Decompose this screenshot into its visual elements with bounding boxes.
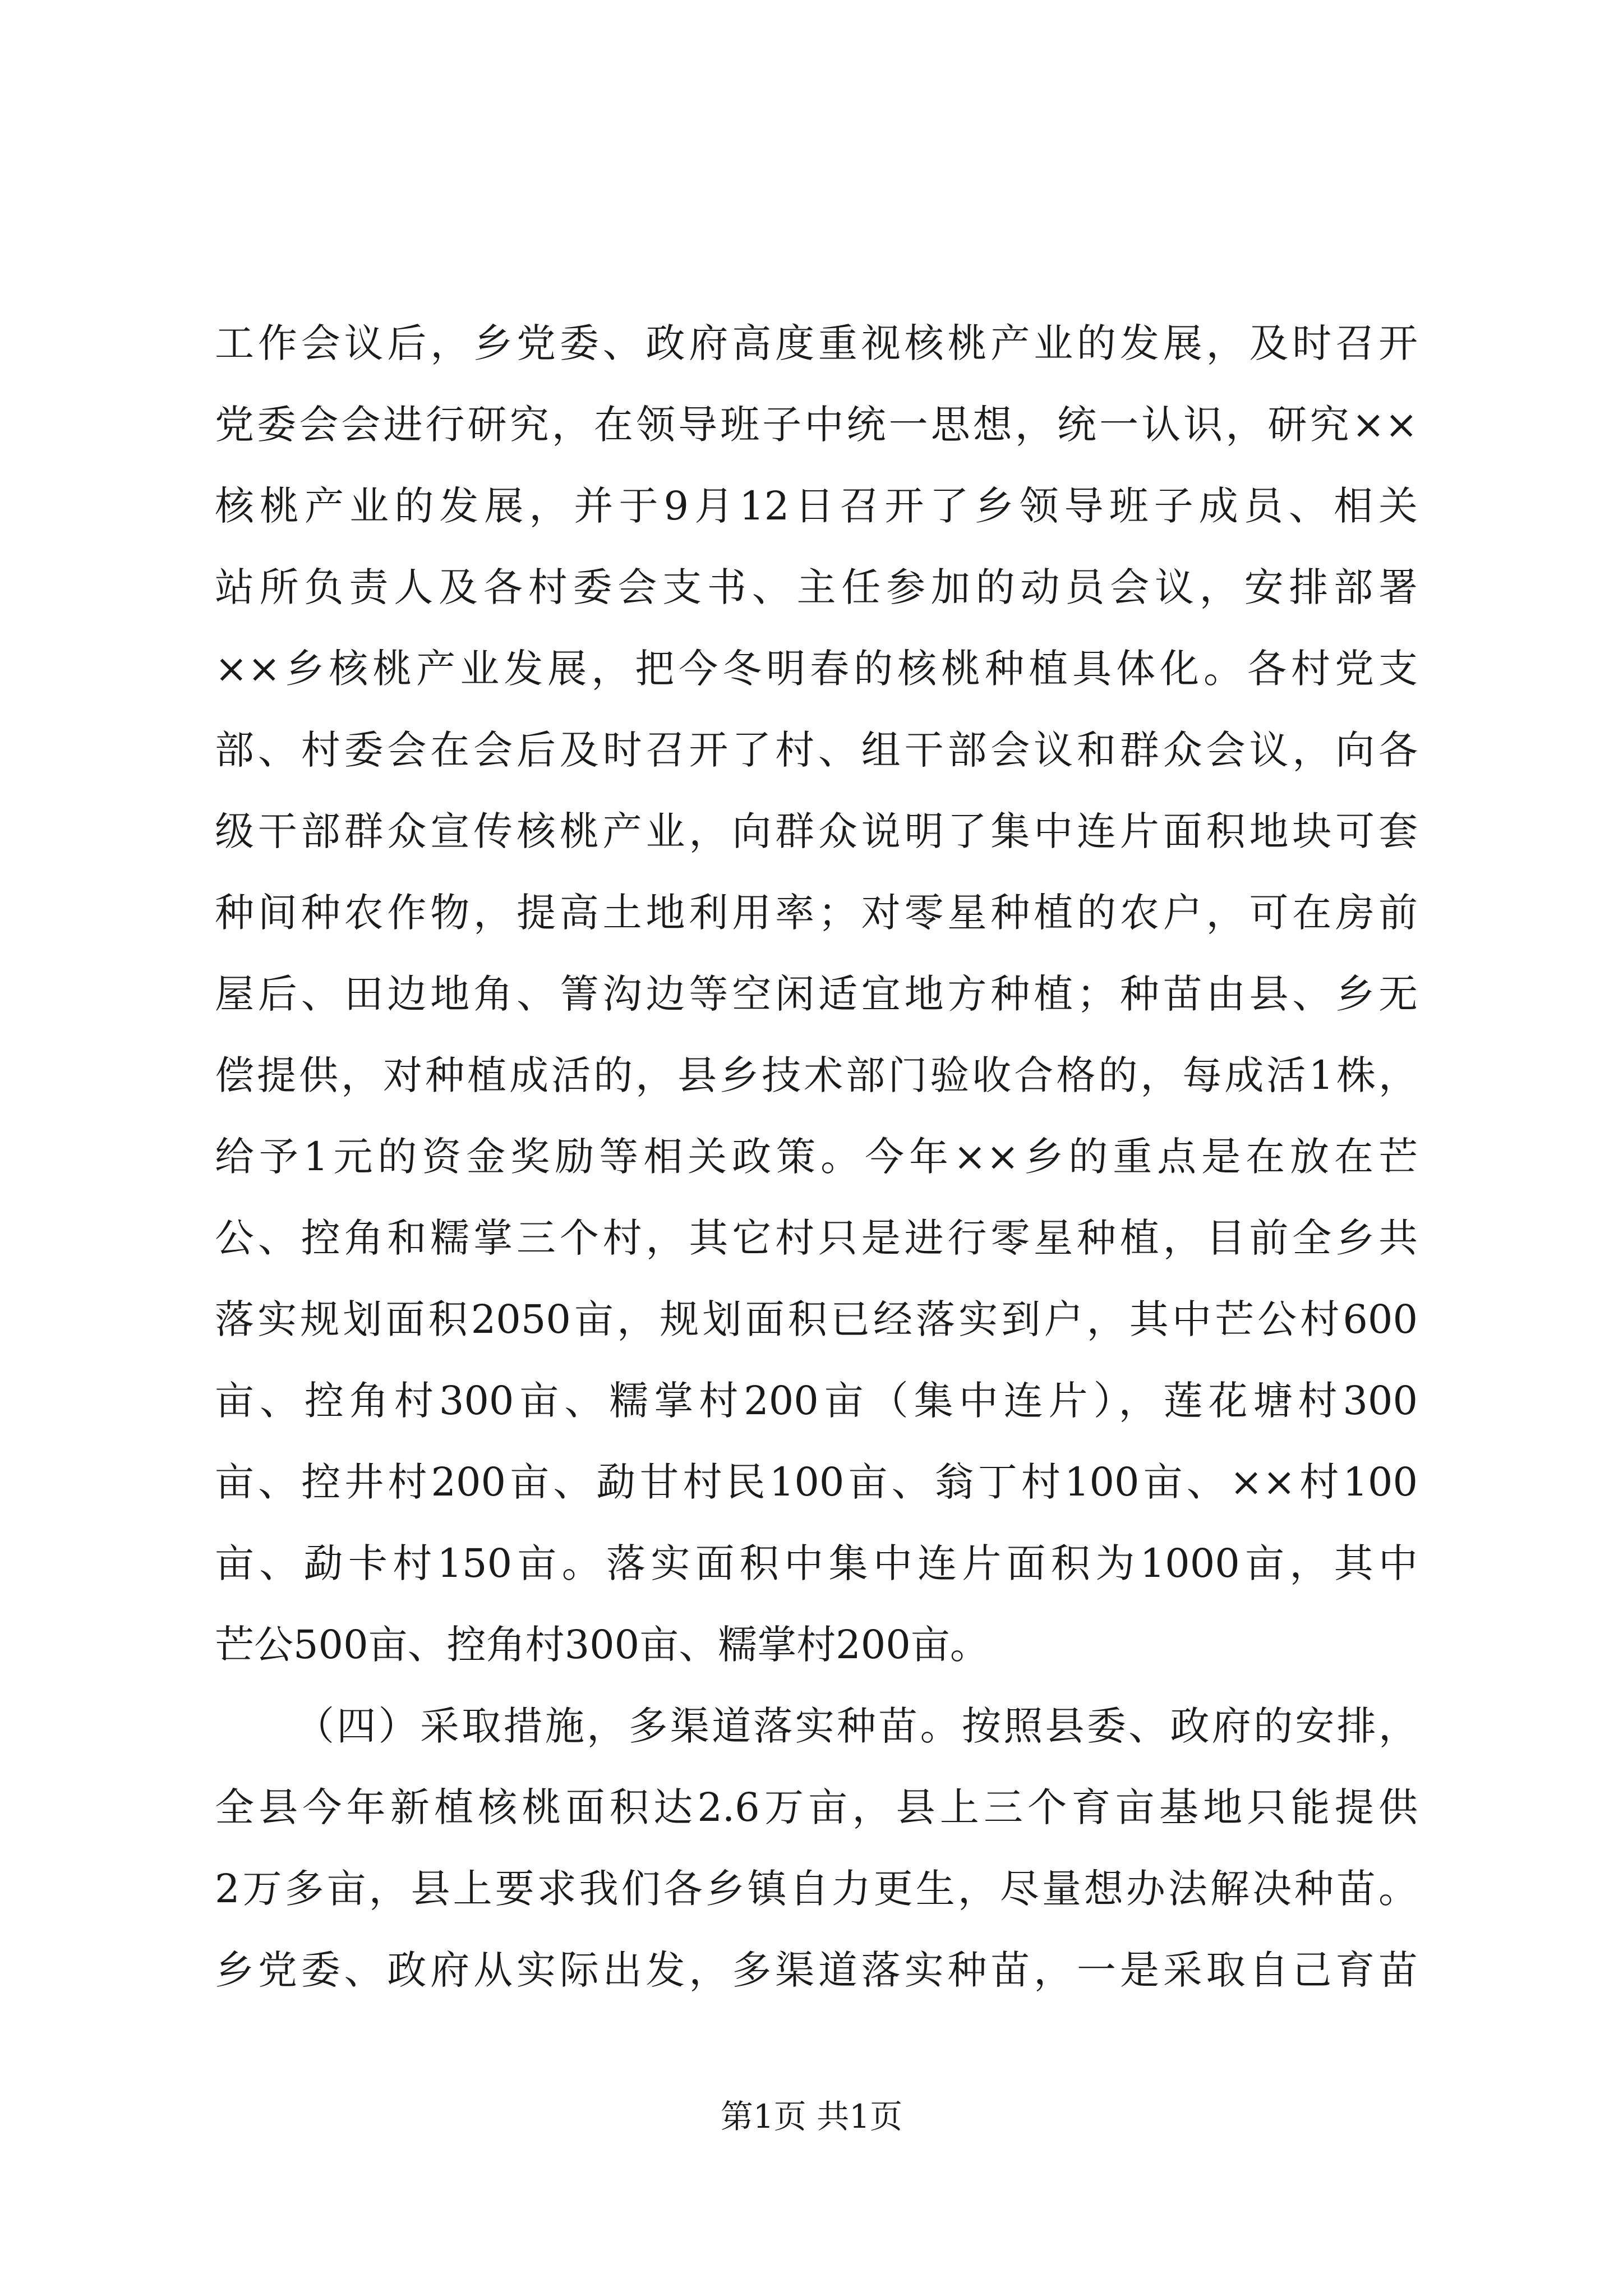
text-line: 2万多亩，县上要求我们各乡镇自力更生，尽量想办法解决种苗。 (215, 1866, 1418, 1912)
text-line: （四）采取措施，多渠道落实种苗。按照县委、政府的安排， (295, 1703, 1418, 1749)
text-line: 亩、控角村300亩、糯掌村200亩（集中连片），莲花塘村300 (215, 1378, 1418, 1424)
text-line: 芒公500亩、控角村300亩、糯掌村200亩。 (215, 1622, 989, 1668)
text-line: 公、控角和糯掌三个村，其它村只是进行零星种植，目前全乡共 (215, 1215, 1418, 1261)
text-line: 站所负责人及各村委会支书、主任参加的动员会议，安排部署 (215, 564, 1418, 610)
text-line: 级干部群众宣传核桃产业，向群众说明了集中连片面积地块可套 (215, 808, 1418, 854)
text-line: 党委会会进行研究，在领导班子中统一思想，统一认识，研究×× (215, 402, 1418, 448)
text-line: ××乡核桃产业发展，把今冬明春的核桃种植具体化。各村党支 (215, 646, 1418, 692)
page-number-footer: 第1页 共1页 (720, 2097, 903, 2136)
text-line: 亩、勐卡村150亩。落实面积中集中连片面积为1000亩，其中 (215, 1540, 1418, 1586)
text-line: 种间种农作物，提高土地利用率；对零星种植的农户，可在房前 (215, 890, 1418, 936)
text-line: 全县今年新植核桃面积达2.6万亩，县上三个育亩基地只能提供 (215, 1784, 1418, 1830)
document-body (215, 303, 1418, 2011)
text-line: 屋后、田边地角、箐沟边等空闲适宜地方种植；种苗由县、乡无 (215, 971, 1418, 1017)
text-line: 乡党委、政府从实际出发，多渠道落实种苗，一是采取自己育苗 (215, 1947, 1418, 1993)
text-line: 工作会议后，乡党委、政府高度重视核桃产业的发展，及时召开 (215, 320, 1418, 366)
text-line: 给予1元的资金奖励等相关政策。今年××乡的重点是在放在芒 (215, 1134, 1418, 1180)
text-line: 落实规划面积2050亩，规划面积已经落实到户，其中芒公村600 (215, 1296, 1418, 1342)
text-line: 亩、控井村200亩、勐甘村民100亩、翁丁村100亩、××村100 (215, 1459, 1418, 1505)
paragraph-2 (215, 1686, 1418, 2011)
text-line: 部、村委会在会后及时召开了村、组干部会议和群众会议，向各 (215, 727, 1418, 773)
text-line: 核桃产业的发展，并于9月12日召开了乡领导班子成员、相关 (215, 483, 1418, 529)
text-line: 偿提供，对种植成活的，县乡技术部门验收合格的，每成活1株， (215, 1052, 1418, 1098)
paragraph-1 (215, 303, 1418, 1686)
